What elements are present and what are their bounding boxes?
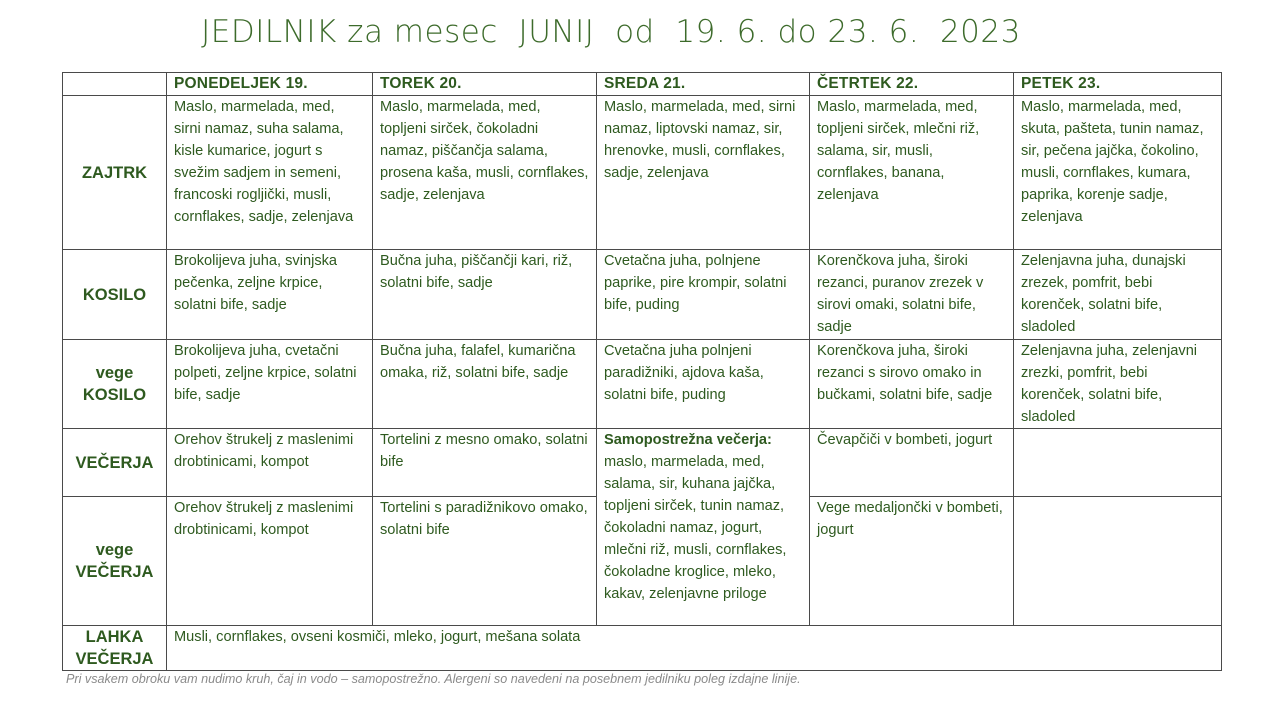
page-title: JEDILNIK za mesec JUNIJ od 19. 6. do 23. 6. 2023	[201, 14, 1021, 50]
cell-vege-kosilo-monday: Brokolijeva juha, cvetačni polpeti, zeljne krpice, solatni bife, sadje	[167, 340, 373, 429]
footnote: Pri vsakem obroku vam nudimo kruh, čaj in vodo – samopostrežno. Alergeni so navedeni na posebnem jedilniku poleg izdajne linije.	[66, 672, 801, 686]
row-label-vecerja: VEČERJA	[63, 429, 167, 497]
header-row	[63, 73, 1222, 96]
day-header-monday: PONEDELJEK 19.	[167, 73, 373, 96]
cell-vecerja-tuesday: Tortelini z mesno omako, solatni bife	[373, 429, 597, 497]
cell-vege-vecerja-friday	[1014, 497, 1222, 626]
row-label-lahka-vecerja	[63, 626, 167, 671]
cell-kosilo-tuesday: Bučna juha, piščančji kari, riž, solatni bife, sadje	[373, 250, 597, 340]
cell-zajtrk-monday: Maslo, marmelada, med, sirni namaz, suha salama, kisle kumarice, jogurt s svežim sadjem in semeni, francoski rogljički, musli, cornflakes, sadje, zelenjava	[167, 96, 373, 250]
cell-vege-vecerja-monday: Orehov štrukelj z maslenimi drobtinicami, kompot	[167, 497, 373, 626]
row-vecerja	[63, 429, 1222, 497]
cell-lahka-vecerja-all-week: Musli, cornflakes, ovseni kosmiči, mleko, jogurt, mešana solata	[167, 626, 1222, 671]
row-zajtrk	[63, 96, 1222, 250]
menu-table	[62, 72, 1222, 671]
cell-zajtrk-tuesday: Maslo, marmelada, med, topljeni sirček, čokoladni namaz, piščančja salama, prosena kaša, musli, cornflakes, sadje, zelenjava	[373, 96, 597, 250]
row-label-vege-vecerja-line1: vege	[95, 541, 134, 559]
self-service-dinner-heading: Samopostrežna večerja:	[604, 432, 772, 448]
cell-zajtrk-wednesday: Maslo, marmelada, med, sirni namaz, liptovski namaz, sir, hrenovke, musli, cornflakes, sadje, zelenjava	[597, 96, 810, 250]
day-header-tuesday: TOREK 20.	[373, 73, 597, 96]
cell-vege-kosilo-tuesday: Bučna juha, falafel, kumarična omaka, riž, solatni bife, sadje	[373, 340, 597, 429]
day-header-thursday: ČETRTEK 22.	[810, 73, 1014, 96]
cell-kosilo-wednesday: Cvetačna juha, polnjene paprike, pire krompir, solatni bife, puding	[597, 250, 810, 340]
cell-vege-vecerja-tuesday: Tortelini s paradižnikovo omako, solatni bife	[373, 497, 597, 626]
cell-kosilo-thursday: Korenčkova juha, široki rezanci, puranov zrezek v sirovi omaki, solatni bife, sadje	[810, 250, 1014, 340]
cell-vecerja-thursday: Čevapčiči v bombeti, jogurt	[810, 429, 1014, 497]
row-vege-kosilo	[63, 340, 1222, 429]
row-label-vege-vecerja	[63, 497, 167, 626]
row-label-lahka-vecerja-line1: LAHKA	[85, 628, 144, 646]
cell-vecerja-friday	[1014, 429, 1222, 497]
cell-vecerja-monday: Orehov štrukelj z maslenimi drobtinicami, kompot	[167, 429, 373, 497]
row-label-zajtrk: ZAJTRK	[63, 96, 167, 250]
row-lahka-vecerja	[63, 626, 1222, 671]
row-kosilo	[63, 250, 1222, 340]
day-header-friday: PETEK 23.	[1014, 73, 1222, 96]
row-label-lahka-vecerja-line2: VEČERJA	[75, 650, 154, 668]
cell-vege-kosilo-wednesday: Cvetačna juha polnjeni paradižniki, ajdova kaša, solatni bife, puding	[597, 340, 810, 429]
cell-vege-kosilo-thursday: Korenčkova juha, široki rezanci s sirovo omako in bučkami, solatni bife, sadje	[810, 340, 1014, 429]
cell-vege-kosilo-friday: Zelenjavna juha, zelenjavni zrezki, pomfrit, bebi korenček, solatni bife, sladoled	[1014, 340, 1222, 429]
cell-zajtrk-thursday: Maslo, marmelada, med, topljeni sirček, mlečni riž, salama, sir, musli, cornflakes, banana, zelenjava	[810, 96, 1014, 250]
cell-kosilo-monday: Brokolijeva juha, svinjska pečenka, zeljne krpice, solatni bife, sadje	[167, 250, 373, 340]
day-header-wednesday: SREDA 21.	[597, 73, 810, 96]
cell-vege-vecerja-thursday: Vege medaljončki v bombeti, jogurt	[810, 497, 1014, 626]
corner-cell	[63, 73, 167, 96]
row-label-vege-kosilo-line1: vege	[95, 364, 134, 382]
row-label-vege-vecerja-line2: VEČERJA	[75, 563, 154, 581]
cell-zajtrk-friday: Maslo, marmelada, med, skuta, pašteta, tunin namaz, sir, pečena jajčka, čokolino, musli, cornflakes, kumara, paprika, korenje sadje, zelenjava	[1014, 96, 1222, 250]
row-label-vege-kosilo	[63, 340, 167, 429]
self-service-dinner-items: maslo, marmelada, med, salama, sir, kuhana jajčka, topljeni sirček, tunin namaz, čokoladni namaz, jogurt, mlečni riž, musli, cornflakes, čokoladne kroglice, mleko, kakav, zelenjavne priloge	[604, 454, 787, 602]
row-label-kosilo: KOSILO	[63, 250, 167, 340]
cell-vecerja-wednesday	[597, 429, 810, 626]
row-label-vege-kosilo-line2: KOSILO	[82, 386, 147, 404]
cell-kosilo-friday: Zelenjavna juha, dunajski zrezek, pomfrit, bebi korenček, solatni bife, sladoled	[1014, 250, 1222, 340]
